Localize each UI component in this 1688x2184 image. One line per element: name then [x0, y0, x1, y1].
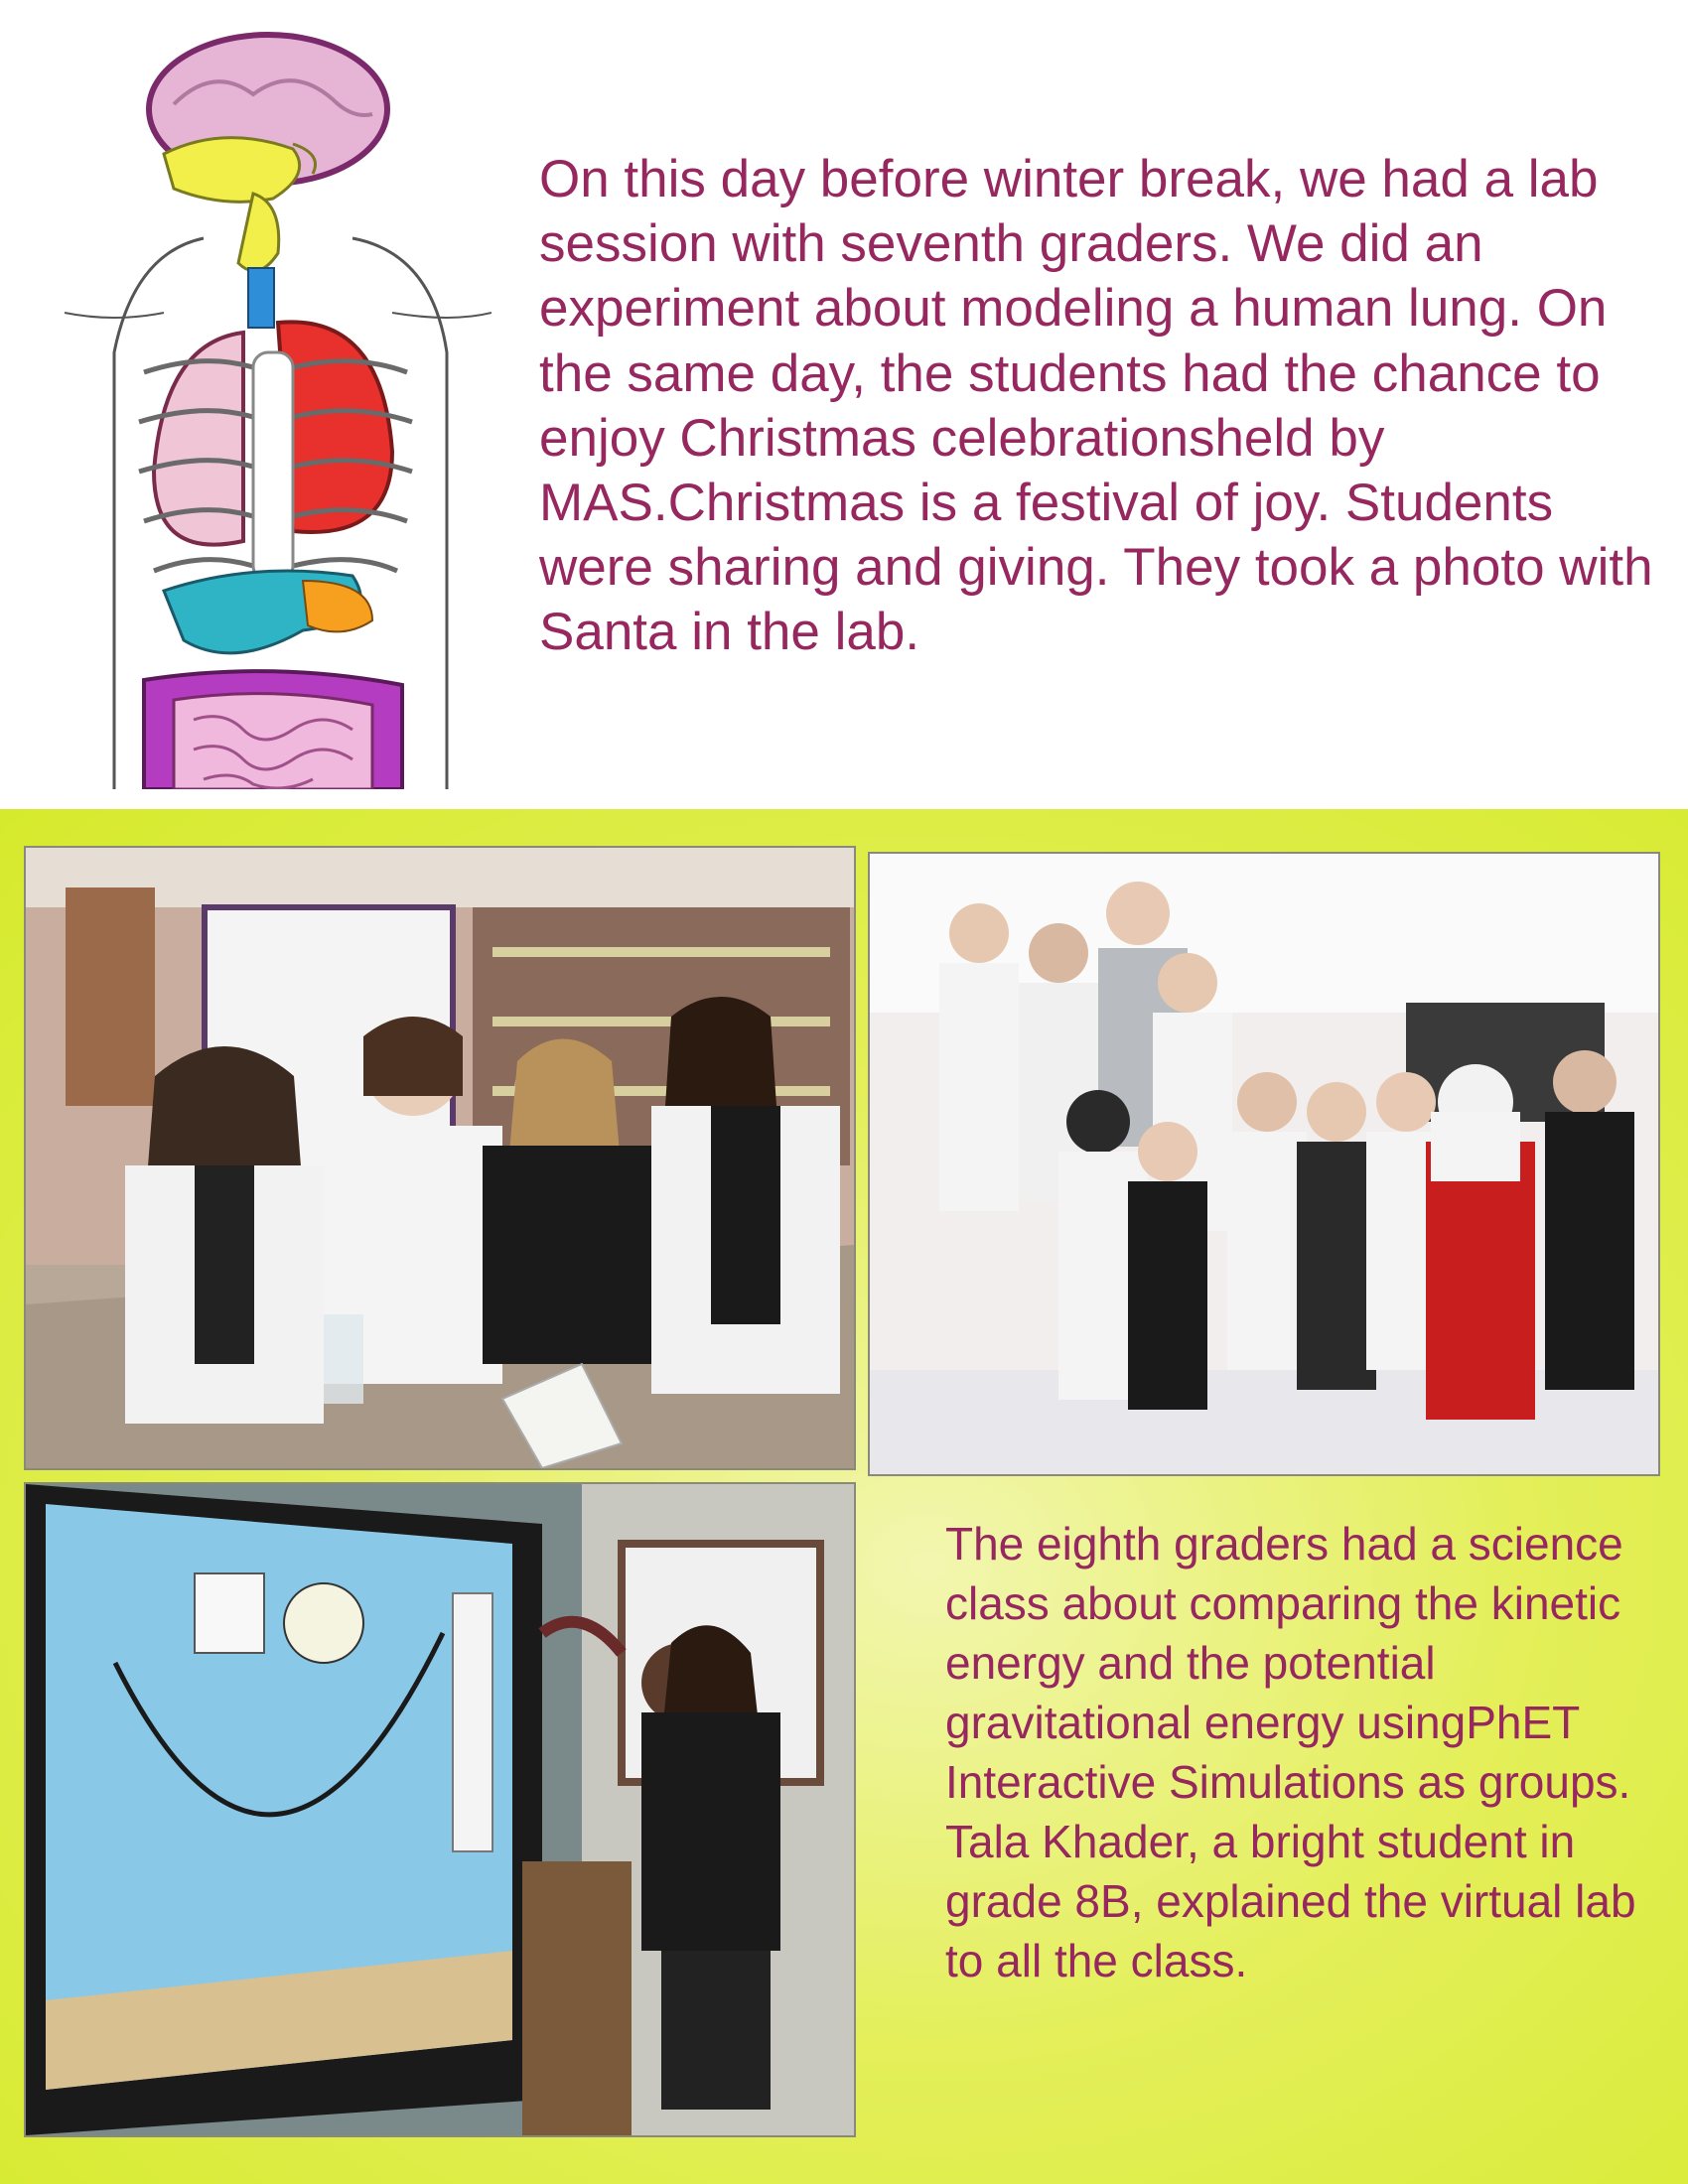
phet-simulation-photo: [24, 1482, 856, 2137]
lab-session-photo: [24, 846, 856, 1470]
anatomy-illustration: [55, 25, 492, 789]
eighth-grade-paragraph: The eighth graders had a science class about comparing the kinetic energy and the potential gravitational energy usingPhET Interactive Simulations as groups. Tala Khader, a bright student in grade 8B, explained the virtual lab to all the class.: [945, 1518, 1636, 1987]
santa-group-photo: [868, 852, 1660, 1476]
intro-paragraph: On this day before winter break, we had a lab session with seventh graders. We did an experiment about modeling a human lung. On the same day, the students had the chance to enjoy Christmas celebrationsheld by MAS.Christmas is a festival of joy. Students were sharing and giving. They took a photo with Santa in the lab.: [539, 150, 1653, 662]
